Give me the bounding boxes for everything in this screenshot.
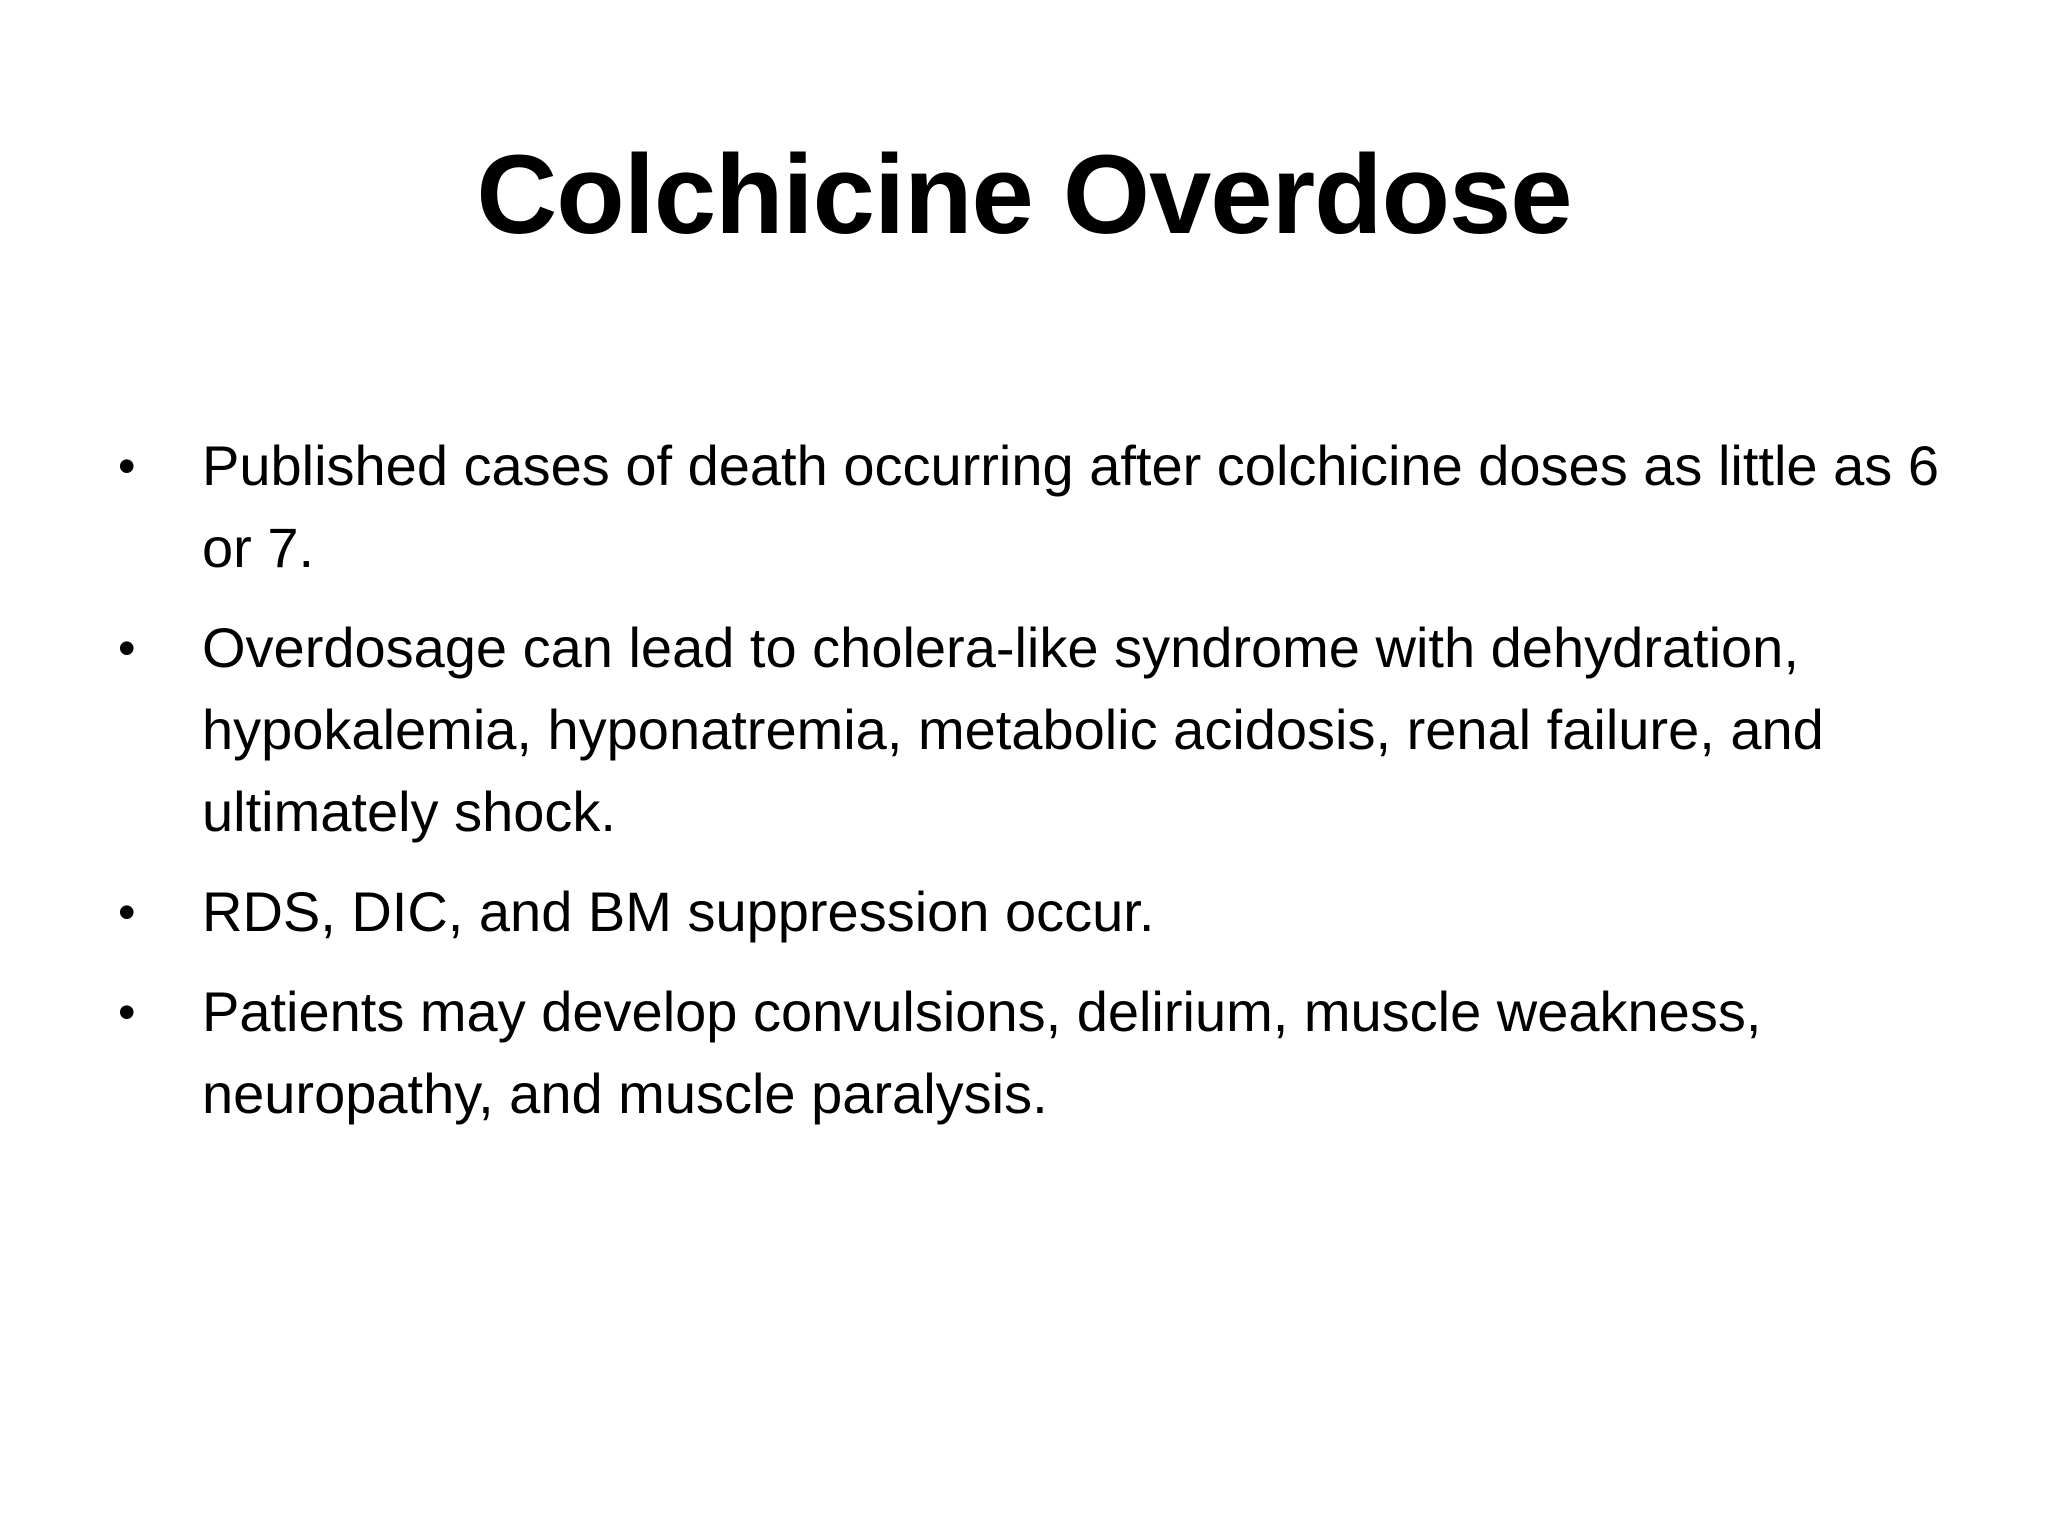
bullet-icon: • <box>118 620 136 676</box>
bullet-icon: • <box>118 438 136 494</box>
bullet-text: Patients may develop convulsions, delirium, muscle weakness, neuropathy, and muscle paralysis. <box>202 980 1762 1125</box>
bullet-icon: • <box>118 984 136 1040</box>
bullet-item <box>118 871 1958 953</box>
bullet-text: RDS, DIC, and BM suppression occur. <box>202 880 1155 943</box>
bullet-text: Overdosage can lead to cholera-like syndrome with dehydration, hypokalemia, hyponatremia, metabolic acidosis, renal failure, and ultimately shock. <box>202 616 1824 843</box>
slide-title: Colchicine Overdose <box>476 132 1572 257</box>
bullet-item <box>118 425 1958 589</box>
bullet-list <box>118 425 1958 1153</box>
bullet-icon: • <box>118 884 136 940</box>
bullet-item <box>118 971 1958 1135</box>
bullet-text: Published cases of death occurring after colchicine doses as little as 6 or 7. <box>202 434 1939 579</box>
bullet-item <box>118 607 1958 853</box>
